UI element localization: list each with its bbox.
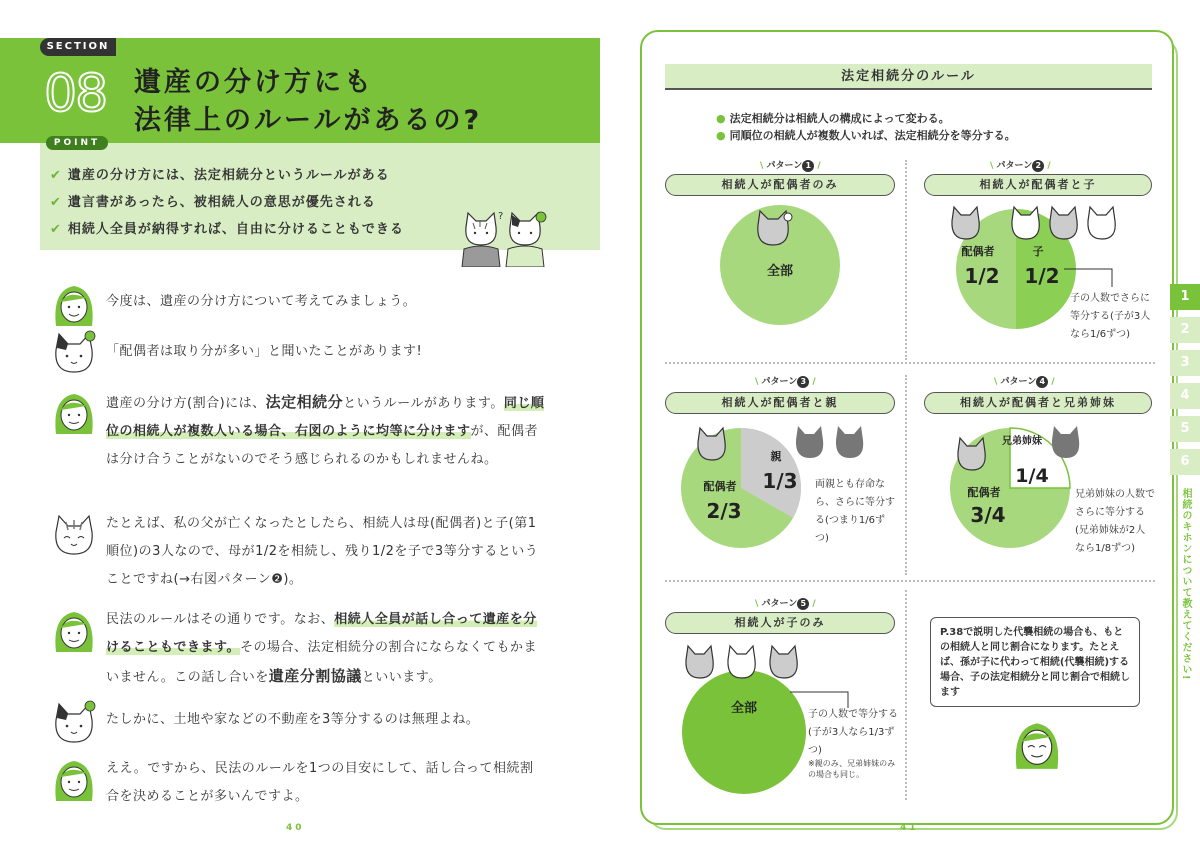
dialog-text — [106, 755, 546, 811]
dialog-text-part: 同じ順位の相続人が複数人いる場合、右図のように均等に分けます — [106, 396, 545, 439]
dialog-text-part: というルールがあります。 — [343, 396, 504, 411]
pattern-4-label: 相続人が配偶者と兄弟姉妹 — [924, 392, 1152, 414]
tab-chapter-6[interactable]: 6 — [1170, 449, 1200, 475]
pie-fraction: 2/3 — [706, 499, 742, 523]
dialog-text-part: 法定相続分 — [265, 393, 344, 411]
cats-illustration — [458, 205, 558, 267]
point-item-text: 相続人全員が納得すれば、自由に分けることもできる — [67, 222, 404, 237]
dialog-text — [106, 706, 546, 734]
pattern-number: 3 — [797, 376, 809, 388]
pattern-3-note: 両親とも存命なら、さらに等分する(つまり1/6ずつ) — [815, 479, 895, 544]
tab-chapter-4[interactable]: 4 — [1170, 383, 1200, 409]
page-title-line1: 遺産の分け方にも — [134, 67, 374, 98]
rule-bullet — [716, 110, 950, 126]
question-mark-icon: ? — [498, 211, 504, 222]
pattern-number: 1 — [802, 160, 814, 172]
divider — [665, 580, 1155, 582]
pattern-label: \ パターン 3 / — [755, 377, 816, 387]
dialog-text-part: たしかに、土地や家などの不動産を3等分するのは無理よね。 — [106, 712, 480, 727]
divider — [665, 362, 1155, 364]
pie-label: 全部 — [766, 264, 794, 279]
dialog-text — [106, 388, 546, 474]
pie-slice-label: 配偶者 — [961, 245, 995, 258]
bullet-icon: ● — [716, 112, 726, 125]
pie-chart-pattern-1 — [718, 203, 842, 327]
dialog-text-part: 「配偶者は取り分が多い」と聞いたことがあります! — [106, 344, 423, 359]
chapter-side-title: 相続のキホンについて教えてください! — [1180, 488, 1191, 681]
pattern-3-label: 相続人が配偶者と親 — [665, 392, 895, 414]
point-badge: POINT — [46, 136, 108, 150]
point-item-text: 遺言書があったら、被相続人の意思が優先される — [67, 195, 376, 210]
divider — [905, 160, 907, 360]
calico-cat-avatar-icon — [52, 698, 96, 748]
point-item-text: 遺産の分け方には、法定相続分というルールがある — [67, 168, 390, 183]
pattern-label: \ パターン 1 / — [760, 161, 821, 171]
woman-avatar-icon — [52, 388, 96, 438]
page-number-left: 40 — [286, 823, 305, 833]
point-item — [50, 164, 390, 183]
dialog-text — [106, 338, 546, 366]
pattern-2-label: 相続人が配偶者と子 — [924, 174, 1152, 196]
dialog-text-part: といいます。 — [361, 670, 442, 685]
divider — [905, 590, 907, 800]
tab-chapter-2[interactable]: 2 — [1170, 317, 1200, 343]
page-title-line2: 法律上のルールがあるの? — [134, 105, 483, 136]
dialog-text-part: 遺産の分け方(割合)には、 — [106, 396, 266, 411]
pattern-5-note: 子の人数で等分する(子が3人なら1/3ずつ) — [808, 709, 898, 756]
pie-fraction: 1/4 — [1015, 465, 1049, 487]
pattern-label: \ パターン 4 / — [994, 377, 1055, 387]
pie-slice-label: 子 — [1032, 245, 1044, 258]
pattern-label: \ パターン 2 / — [990, 161, 1051, 171]
section-number: 08 — [44, 64, 107, 124]
pie-fraction: 3/4 — [970, 503, 1006, 527]
info-box: P.38で説明した代襲相続の場合も、もとの相続人と同じ割合になります。たとえば、孫が子に代わって相続(代襲相続)する場合、子の法定相続分と同じ割合で相続します — [930, 617, 1140, 707]
divider — [905, 375, 907, 575]
woman-avatar-icon — [52, 606, 96, 656]
dialog-text — [106, 288, 546, 316]
pattern-number: 5 — [797, 598, 809, 610]
point-item — [50, 218, 404, 237]
dialog-text-part: ええ。ですから、民法のルールを1つの目安にして、話し合って相続割合を決めることが多いんですよ。 — [106, 761, 534, 804]
pattern-word: パターン — [766, 161, 803, 171]
pattern-4-note: 兄弟姉妹の人数でさらに等分する(兄弟姉妹が2人なら1/8ずつ) — [1075, 489, 1155, 554]
pie-slice-label: 兄弟姉妹 — [1002, 436, 1042, 447]
pattern-2-note: 子の人数でさらに等分する(子が3人なら1/6ずつ) — [1070, 293, 1151, 340]
woman-avatar-icon — [52, 755, 96, 805]
dialog-text-part: 民法のルールはその通りです。なお、 — [106, 612, 335, 627]
check-icon: ✔ — [50, 168, 62, 183]
pie-fraction: 1/3 — [762, 469, 798, 493]
tab-chapter-3[interactable]: 3 — [1170, 350, 1200, 376]
pie-slice-label: 配偶者 — [967, 486, 1001, 499]
tab-chapter-5[interactable]: 5 — [1170, 416, 1200, 442]
pattern-5-label: 相続人が子のみ — [665, 612, 895, 634]
pattern-word: パターン — [996, 161, 1033, 171]
dialog-text-part: たとえば、私の父が亡くなったとしたら、相続人は母(配偶者)と子(第1順位)の3人なので、母が1/2を相続し、残り1/2を子で3等分するということですね(→右図パターン❷)。 — [106, 516, 539, 587]
woman-avatar-icon — [52, 280, 96, 330]
rule-bullet-text: 同順位の相続人が複数人いれば、法定相続分を等分する。 — [729, 129, 1016, 142]
check-icon: ✔ — [50, 222, 62, 237]
dialog-text-part: が、配偶者は分け合うことがないのでそう感じられるのかもしれませんね。 — [106, 424, 539, 467]
tabby-cat-avatar-icon — [52, 510, 96, 560]
check-icon: ✔ — [50, 195, 62, 210]
dialog-text-part: 遺産分割協議 — [268, 667, 362, 685]
dialog-text-part: 相続人全員が話し合って遺産を分けることもできます。 — [106, 612, 537, 655]
dialog-text — [106, 606, 546, 692]
pattern-number: 2 — [1032, 160, 1044, 172]
pattern-5-subnote: ※親のみ、兄弟姉妹のみの場合も同じ。 — [808, 759, 896, 779]
pie-slice-label: 配偶者 — [703, 480, 737, 493]
pattern-label: \ パターン 5 / — [755, 599, 816, 609]
bullet-icon: ● — [716, 129, 726, 142]
pie-slice-label: 親 — [770, 450, 782, 463]
pattern-word: パターン — [761, 377, 798, 387]
calico-cat-avatar-icon — [52, 328, 96, 378]
pattern-word: パターン — [1000, 377, 1037, 387]
dialog-text-part: その場合、法定相続分の割合にならなくてもかまいません。この話し合いを — [106, 640, 537, 685]
pattern-number: 4 — [1036, 376, 1048, 388]
pie-slice-all — [682, 670, 806, 794]
pie-label: 全部 — [730, 701, 758, 716]
tab-chapter-1[interactable]: 1 — [1170, 284, 1200, 310]
pattern-1-label: 相続人が配偶者のみ — [665, 174, 895, 196]
woman-avatar-icon — [1012, 716, 1062, 774]
rule-bullet — [716, 127, 1016, 143]
pie-fraction: 1/2 — [964, 264, 1000, 288]
pie-fraction: 1/2 — [1024, 264, 1060, 288]
pattern-word: パターン — [761, 599, 798, 609]
dialog-text-part: 今度は、遺産の分け方について考えてみましょう。 — [106, 294, 417, 309]
section-badge: SECTION — [40, 38, 116, 56]
point-item — [50, 191, 376, 210]
rules-heading: 法定相続分のルール — [665, 64, 1152, 90]
rule-bullet-text: 法定相続分は相続人の構成によって変わる。 — [729, 112, 950, 125]
dialog-text — [106, 510, 546, 594]
page-number-right: 41 — [900, 823, 919, 833]
